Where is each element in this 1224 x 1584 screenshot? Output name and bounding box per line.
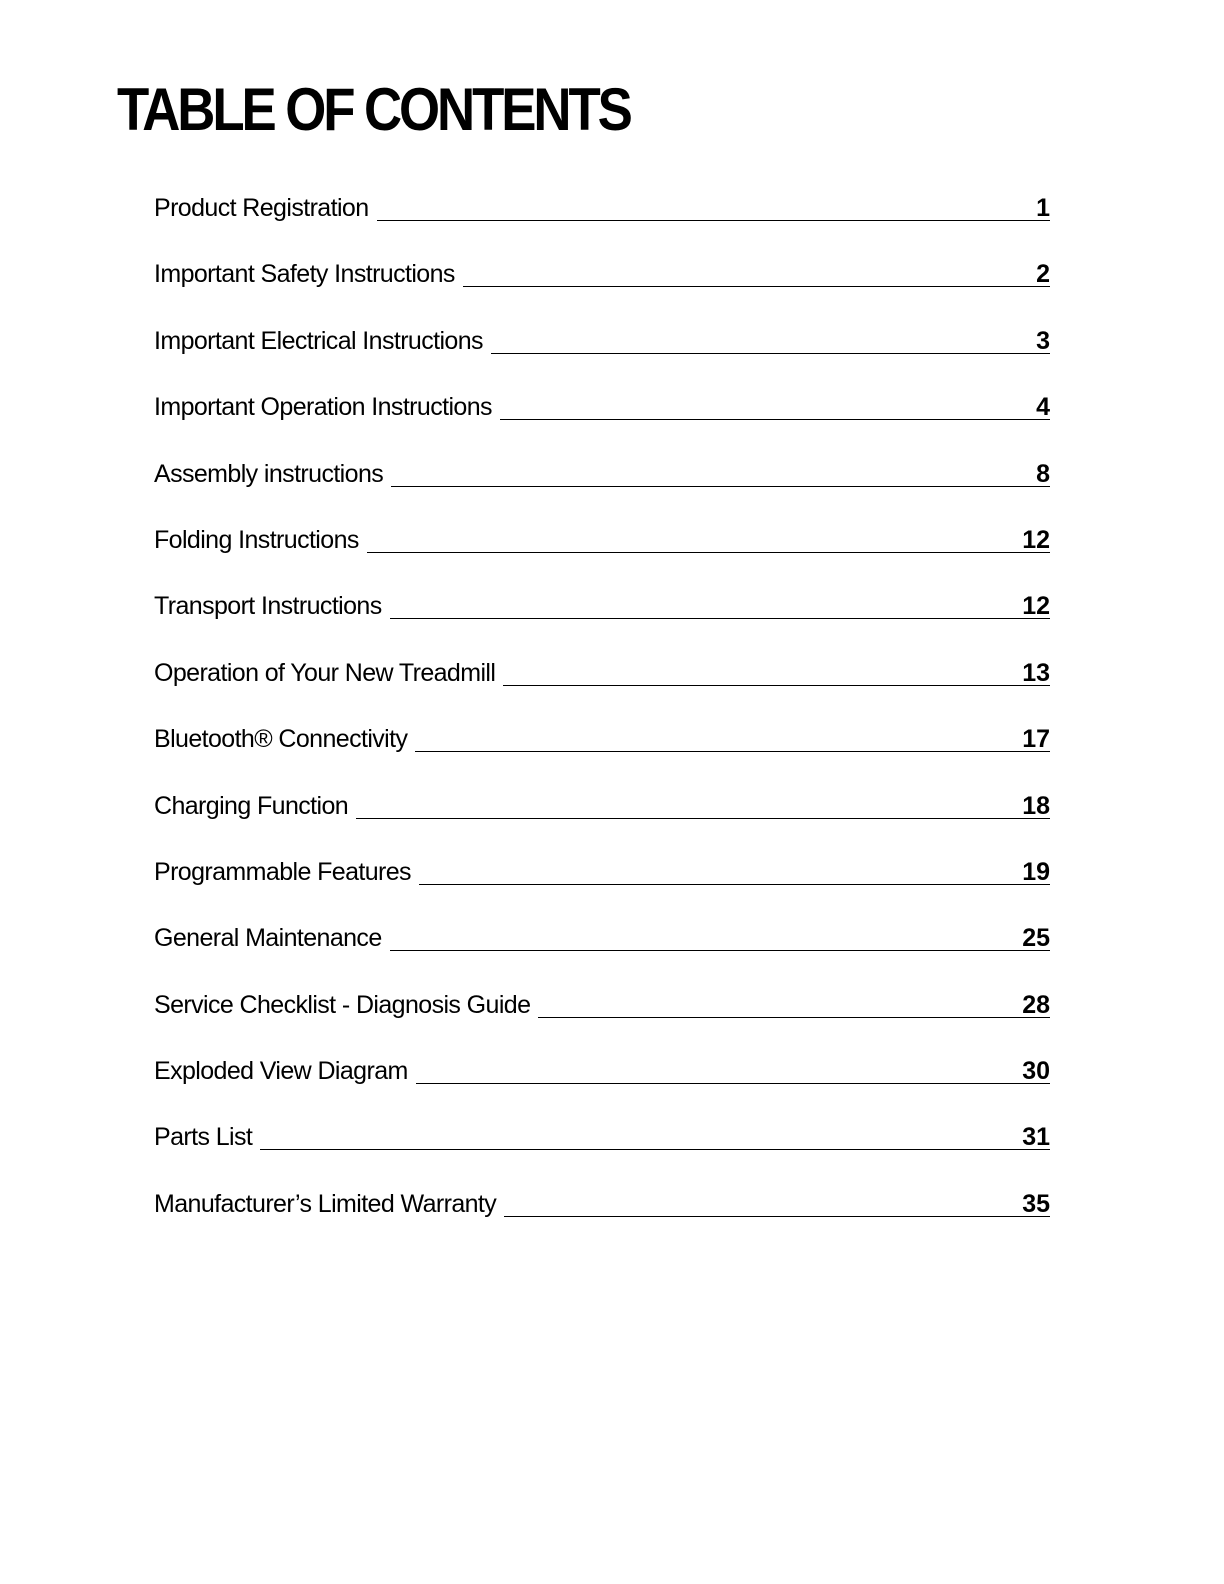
toc-entry-page: 12: [1022, 592, 1050, 621]
toc-entry-label: Charging Function: [154, 792, 356, 820]
toc-entry-page: 19: [1022, 857, 1050, 886]
toc-entry-label: Service Checklist - Diagnosis Guide: [154, 991, 538, 1019]
toc-entry-label: Parts List: [154, 1123, 260, 1151]
toc-entry-page: 30: [1022, 1057, 1050, 1086]
toc-entry-label: General Maintenance: [154, 924, 390, 952]
toc-entry-product-registration[interactable]: [154, 188, 1050, 254]
toc-entry-general-maintenance[interactable]: [154, 918, 1050, 984]
toc-entry-page: 28: [1022, 990, 1050, 1019]
page-title: TABLE OF CONTENTS: [117, 76, 630, 143]
toc-entry-bluetooth-connectivity[interactable]: [154, 719, 1050, 785]
toc-entry-label: Transport Instructions: [154, 592, 390, 620]
toc-entry-label: Programmable Features: [154, 858, 419, 886]
toc-entry-label: Folding Instructions: [154, 526, 367, 554]
leader-line: [154, 1149, 1050, 1150]
toc-entry-page: 2: [1036, 260, 1050, 289]
toc-entry-parts-list[interactable]: [154, 1117, 1050, 1183]
toc-entry-label: Assembly instructions: [154, 460, 391, 488]
toc-entry-page: 4: [1036, 393, 1050, 422]
toc-entry-label: Exploded View Diagram: [154, 1057, 416, 1085]
toc-entry-service-checklist[interactable]: [154, 985, 1050, 1051]
toc-entry-folding-instructions[interactable]: [154, 520, 1050, 586]
toc-entry-label: Important Operation Instructions: [154, 393, 500, 421]
toc-entry-page: 25: [1022, 924, 1050, 953]
toc-entry-page: 35: [1022, 1189, 1050, 1218]
toc-entry-page: 3: [1036, 326, 1050, 355]
toc-entry-operation-of-your-new-treadmill[interactable]: [154, 653, 1050, 719]
toc-entry-label: Bluetooth® Connectivity: [154, 725, 415, 753]
toc-entry-programmable-features[interactable]: [154, 852, 1050, 918]
toc-entry-page: 17: [1022, 725, 1050, 754]
toc-entry-label: Product Registration: [154, 194, 377, 222]
toc-entry-page: 31: [1022, 1123, 1050, 1152]
toc-entry-label: Manufacturer’s Limited Warranty: [154, 1190, 504, 1218]
toc-entry-label: Important Safety Instructions: [154, 260, 463, 288]
toc-entry-exploded-view-diagram[interactable]: [154, 1051, 1050, 1117]
toc-entry-limited-warranty[interactable]: [154, 1184, 1050, 1250]
toc-entry-important-safety-instructions[interactable]: [154, 254, 1050, 320]
toc-entry-important-electrical-instructions[interactable]: [154, 321, 1050, 387]
toc-entry-label: Operation of Your New Treadmill: [154, 659, 503, 687]
toc-entry-charging-function[interactable]: [154, 786, 1050, 852]
toc-entry-label: Important Electrical Instructions: [154, 327, 491, 355]
toc-entry-page: 13: [1022, 658, 1050, 687]
toc-entry-transport-instructions[interactable]: [154, 586, 1050, 652]
toc-entry-important-operation-instructions[interactable]: [154, 387, 1050, 453]
toc-entry-assembly-instructions[interactable]: [154, 454, 1050, 520]
toc-entry-page: 8: [1036, 459, 1050, 488]
toc-entry-page: 12: [1022, 525, 1050, 554]
toc-entry-page: 18: [1022, 791, 1050, 820]
table-of-contents: [154, 188, 1050, 1250]
toc-entry-page: 1: [1036, 194, 1050, 222]
